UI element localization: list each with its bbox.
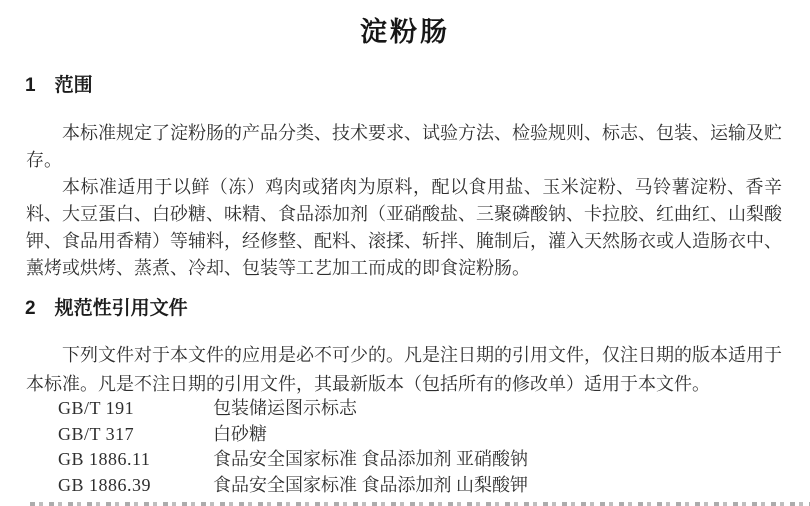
paragraph-scope-2: 本标准适用于以鲜（冻）鸡肉或猪肉为原料，配以食用盐、玉米淀粉、马铃薯淀粉、香辛料、大豆蛋白、白砂糖、味精、食品添加剂（亚硝酸盐、三聚磷酸钠、卡拉胶、红曲红、山梨酸钾、食品用香精）等辅料，经修整、配料、滚揉、斩拌、腌制后，灌入天然肠衣或人造肠衣中、薰烤或烘烤、蒸煮、冷却、包装等工艺加工而成的即食淀粉肠。 — [26, 177, 782, 278]
paragraph-normative-refs: 下列文件对于本文件的应用是必不可少的。凡是注日期的引用文件，仅注日期的版本适用于本标准。凡是不注日期的引用文件，其最新版本（包括所有的修改单）适用于本文件。 — [26, 345, 782, 394]
reference-title: 食品安全国家标准 食品添加剂 山梨酸钾 — [213, 474, 528, 495]
reference-row — [58, 396, 782, 422]
section-2-body — [26, 341, 782, 399]
section-2-title: 规范性引用文件 — [54, 298, 188, 319]
reference-title: 包装储运图示标志 — [213, 398, 357, 418]
reference-code: GB 1886.11 — [58, 449, 151, 469]
reference-row — [58, 447, 782, 473]
section-1-number: 1 — [25, 75, 36, 96]
clipped-next-line-fragment — [30, 502, 810, 506]
reference-code: GB 1886.39 — [58, 474, 152, 495]
section-2-number: 2 — [25, 298, 36, 319]
reference-list — [26, 396, 782, 498]
paragraph-scope-1: 本标准规定了淀粉肠的产品分类、技术要求、试验方法、检验规则、标志、包装、运输及贮存。 — [26, 123, 782, 170]
section-2-heading — [25, 297, 782, 320]
reference-code: GB/T 191 — [58, 398, 135, 418]
section-1-heading — [25, 74, 782, 97]
reference-code: GB/T 317 — [58, 423, 135, 444]
document-title: 淀粉肠 — [360, 17, 450, 47]
reference-title: 白砂糖 — [213, 423, 267, 444]
reference-row — [58, 422, 782, 448]
section-1-title: 范围 — [54, 75, 93, 96]
reference-title: 食品安全国家标准 食品添加剂 亚硝酸钠 — [213, 449, 528, 469]
section-1-body — [26, 120, 782, 282]
reference-row — [58, 473, 782, 499]
